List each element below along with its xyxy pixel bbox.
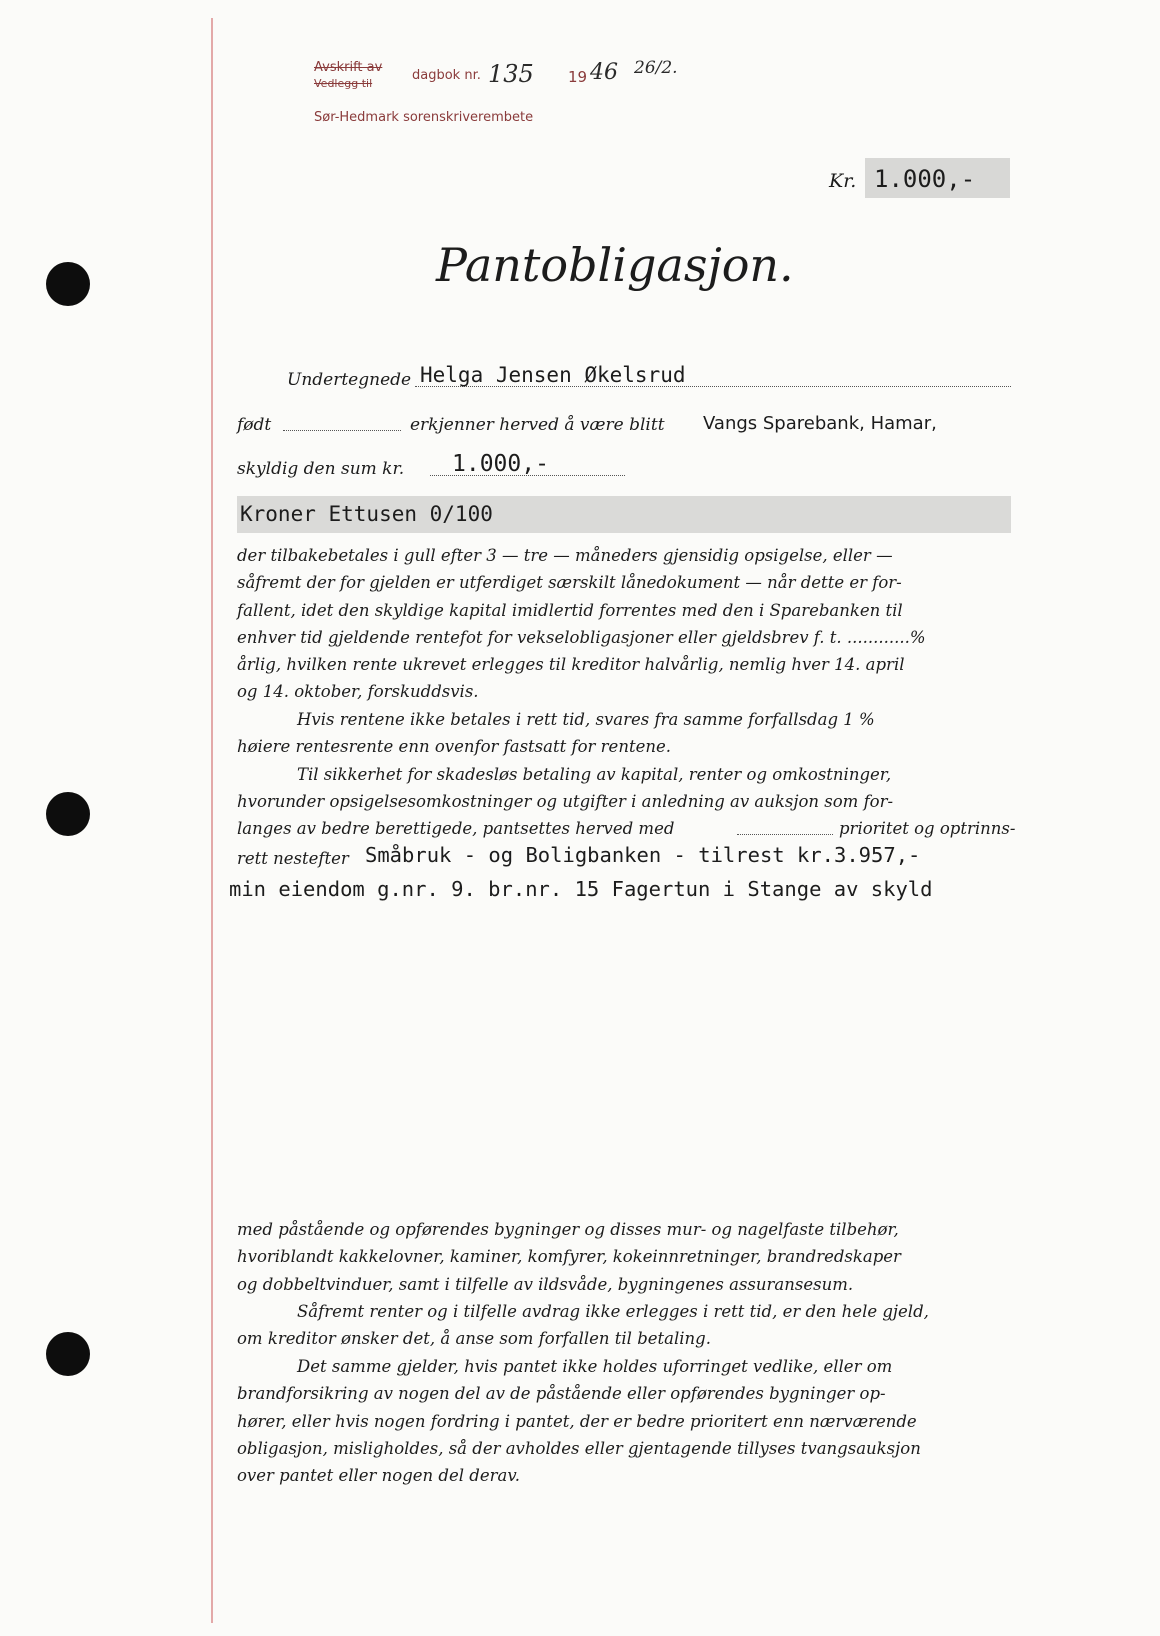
text-line: om kreditor ønsker det, å anse som forfallen til betaling. bbox=[237, 1329, 711, 1349]
text-line: og dobbeltvinduer, samt i tilfelle av ildsvåde, bygningenes assuransesum. bbox=[237, 1274, 854, 1294]
paragraph-2 bbox=[237, 706, 1012, 761]
skyldig-label: skyldig den sum kr. bbox=[237, 459, 405, 479]
text-line: der tilbakebetales i gull efter 3 — tre — måneders gjensidig opsigelse, eller — bbox=[237, 546, 893, 565]
stamp-dagbok-label: dagbok nr. bbox=[412, 68, 481, 83]
text-line: Til sikkerhet for skadesløs betaling av kapital, renter og omkostninger, bbox=[297, 765, 892, 784]
text-line: over pantet eller nogen del derav. bbox=[237, 1466, 520, 1486]
priority-dotline bbox=[737, 834, 833, 835]
fodt-label: født bbox=[237, 415, 272, 435]
priority-label: rett nestefter bbox=[237, 849, 349, 868]
stamp-vedlegg: Vedlegg til bbox=[314, 77, 373, 90]
text-line: obligasjon, misligholdes, så der avholdes eller gjentagende tillyses tvangsauksjon bbox=[237, 1438, 921, 1458]
paragraph-1 bbox=[237, 542, 1012, 706]
punch-hole bbox=[46, 262, 90, 306]
text-line: langes av bedre berettigede, pantsettes herved med bbox=[237, 819, 675, 838]
text-line: hvoriblandt kakkelovner, kaminer, komfyrer, kokeinnretninger, brandredskaper bbox=[237, 1247, 901, 1267]
stamp-date: 26/2. bbox=[634, 58, 678, 78]
stamp-office: Sør-Hedmark sorenskriverembete bbox=[314, 110, 534, 125]
text-line: høiere rentesrente enn ovenfor fastsatt for rentene. bbox=[237, 737, 671, 757]
amount-prefix: Kr. bbox=[829, 170, 857, 192]
fodt-dotline bbox=[283, 430, 401, 431]
skyldig-value: 1.000,- bbox=[452, 451, 549, 477]
paragraph-5 bbox=[237, 1298, 1012, 1353]
stamp-dagbok-number: 135 bbox=[488, 60, 534, 88]
stamp-year-suffix: 46 bbox=[590, 60, 618, 85]
undertegnede-label: Undertegnede bbox=[287, 370, 412, 390]
text-line: fallent, idet den skyldige kapital imidlertid forrentes med den i Sparebanken til bbox=[237, 600, 903, 620]
text-line: Hvis rentene ikke betales i rett tid, svares fra samme forfallsdag 1 % bbox=[297, 710, 875, 729]
text-line: enhver tid gjeldende rentefot for vekselobligasjoner eller gjeldsbrev f. t. ............% bbox=[237, 627, 926, 647]
bank-name: Vangs Sparebank, Hamar, bbox=[703, 413, 937, 434]
erkjenner-text: erkjenner herved å være blitt bbox=[410, 415, 665, 435]
text-line: såfremt der for gjelden er utferdiget særskilt lånedokument — når dette er for- bbox=[237, 573, 902, 593]
kroner-words: Kroner Ettusen 0/100 bbox=[240, 502, 493, 526]
paragraph-3 bbox=[237, 761, 1012, 816]
amount-value: 1.000,- bbox=[874, 165, 976, 193]
undertegnede-value: Helga Jensen Økelsrud bbox=[420, 363, 686, 387]
text-line: prioritet og optrinns- bbox=[839, 819, 1016, 838]
punch-hole bbox=[46, 1332, 90, 1376]
text-line: med påstående og opførendes bygninger og disses mur- og nagelfaste tilbehør, bbox=[237, 1220, 899, 1239]
punch-hole bbox=[46, 792, 90, 836]
text-line: Det samme gjelder, hvis pantet ikke holdes uforringet vedlike, eller om bbox=[297, 1357, 893, 1376]
document-title: Pantobligasjon. bbox=[436, 238, 794, 292]
stamp-year-prefix: 19 bbox=[568, 68, 588, 86]
text-line: og 14. oktober, forskuddsvis. bbox=[237, 682, 479, 702]
red-margin-line bbox=[211, 18, 213, 1623]
paragraph-6 bbox=[237, 1353, 1012, 1489]
text-line: hvorunder opsigelsesomkostninger og utgifter i anledning av auksjon som for- bbox=[237, 792, 894, 812]
text-line: brandforsikring av nogen del av de påstående eller opførendes bygninger op- bbox=[237, 1384, 886, 1404]
priority-typed-2: min eiendom g.nr. 9. br.nr. 15 Fagertun i Stange av skyld bbox=[229, 877, 933, 901]
paragraph-4 bbox=[237, 1216, 1012, 1298]
priority-typed-1: Småbruk - og Boligbanken - tilrest kr.3.957,- bbox=[365, 843, 921, 867]
text-line: Såfremt renter og i tilfelle avdrag ikke erlegges i rett tid, er den hele gjeld, bbox=[297, 1302, 929, 1321]
text-line: hører, eller hvis nogen fordring i pantet, der er bedre prioritert enn nærværende bbox=[237, 1411, 917, 1431]
stamp-avskrift: Avskrift av bbox=[314, 60, 383, 75]
text-line: årlig, hvilken rente ukrevet erlegges til kreditor halvårlig, nemlig hver 14. april bbox=[237, 655, 905, 675]
